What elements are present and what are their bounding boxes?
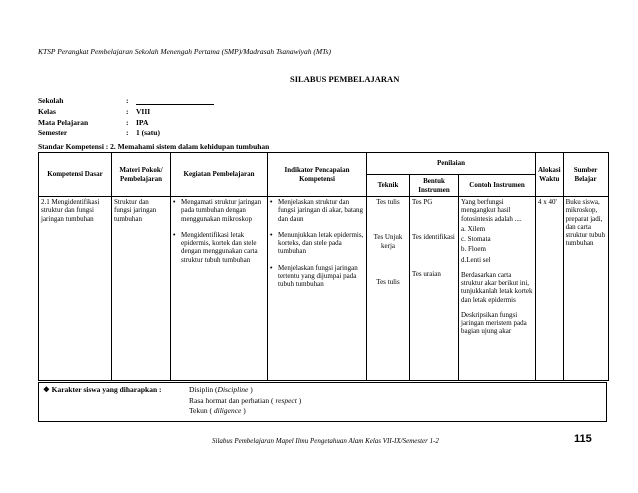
contoh-question-1: Yang berfungsi mengangkut hasil fotosintesis adalah .... — [461, 198, 522, 223]
karakter-text: Tekun ( — [189, 406, 213, 415]
info-value: IPA — [136, 117, 149, 127]
cell-teknik — [367, 197, 410, 381]
kegiatan-item: • Mengamati struktur jaringan pada tumbuhan dengan menggunakan mikroskop — [173, 198, 265, 223]
bentuk-item: Tes PG — [412, 198, 433, 206]
contoh-option: d.Lenti sel — [461, 255, 491, 264]
kegiatan-item: • Mengidentifikasi letak epidermis, kortek dan stele dengan menggunakan carta struktur tubuh tumbuhan — [173, 231, 265, 264]
header-alokasi: Alokasi Waktu — [536, 153, 564, 197]
header-kompetensi-dasar: Kompetensi Dasar — [39, 153, 112, 197]
info-value: VIII — [136, 106, 151, 116]
running-header: KTSP Perangkat Pembelajaran Sekolah Menengah Pertama (SMP)/Madrasah Tsanawiyah (MTs) — [38, 47, 332, 56]
running-footer: Silabus Pembelajaran Mapel Ilmu Pengetahuan Alam Kelas VII-IX/Semester 1-2 — [212, 437, 439, 445]
cell-sumber: Buku siswa, mikroskop, preparat jadi, dan carta struktur tubuh tumbuhan — [563, 197, 608, 381]
teknik-item: Tes tulis — [376, 277, 400, 286]
indikator-item: • Menjelaskan struktur dan fungsi jaringan di akar, batang dan daun — [270, 198, 364, 223]
karakter-end: ) — [243, 406, 246, 415]
table-row — [39, 197, 609, 381]
karakter-label-text: Karakter siswa yang diharapkan : — [51, 385, 162, 394]
header-sumber: Sumber Belajar — [563, 153, 608, 197]
indikator-item: • Menunjukkan letak epidermis, korteks, dan stele pada tumbuhan — [270, 231, 364, 256]
info-label: Semester — [38, 128, 68, 138]
karakter-term: Discipline — [217, 385, 249, 394]
karakter-item — [189, 406, 301, 417]
cell-indikator — [268, 197, 367, 381]
karakter-label — [43, 385, 162, 394]
contoh-option: c. Stomata — [461, 235, 491, 243]
info-label: Sekolah — [38, 96, 64, 105]
karakter-term: respect — [275, 395, 297, 405]
info-colon: : — [126, 117, 129, 127]
info-row-kelas — [38, 107, 256, 118]
header-materi: Materi Pokok/ Pembelajaran — [112, 153, 171, 197]
teknik-item: Tes tulis — [376, 198, 400, 206]
page-title: SILABUS PEMBELAJARAN — [290, 74, 400, 84]
info-value-blank — [136, 96, 256, 107]
info-label: Mata Pelajaran — [38, 117, 89, 127]
info-row-sekolah — [38, 96, 256, 107]
contoh-question-2: Berdasarkan carta struktur akar berikut ini, tunjukkanlah letak kortek dan letak epidermis — [461, 270, 533, 304]
karakter-item — [189, 396, 301, 407]
cell-contoh — [459, 197, 536, 381]
contoh-option: b. Floem — [461, 245, 486, 254]
karakter-term: diligence — [213, 406, 242, 415]
indikator-item: • Menjelaskan fungsi jaringan tertentu yang dijumpai pada tubuh tumbuhan — [270, 264, 364, 289]
page-number: 115 — [574, 433, 592, 445]
cell-kegiatan — [171, 197, 268, 381]
header-bentuk: Bentuk Instrumen — [410, 175, 459, 197]
cell-bentuk — [410, 197, 459, 381]
karakter-end: ) — [250, 385, 253, 394]
info-row-mapel — [38, 118, 256, 129]
blank-line — [136, 96, 214, 105]
karakter-box — [38, 382, 607, 422]
header-contoh: Contoh Instrumen — [459, 175, 536, 197]
info-colon: : — [126, 96, 129, 105]
info-colon: : — [126, 128, 129, 138]
header-penilaian: Penilaian — [367, 153, 536, 175]
syllabus-table — [38, 152, 609, 381]
teknik-item: Tes Unjuk kerja — [373, 233, 403, 250]
karakter-text: Disiplin ( — [189, 385, 218, 394]
contoh-question-3: Deskripsikan fungsi jaringan meristem pada bagian ujung akar — [461, 310, 527, 336]
bentuk-item: Tes identifikasi — [412, 233, 455, 242]
identity-block — [38, 96, 256, 139]
cell-alokasi: 4 x 40' — [536, 197, 564, 381]
karakter-values — [189, 385, 301, 417]
cell-kompetensi-dasar: 2.1 Mengidentifikasi struktur dan fungsi jaringan tumbuhan — [39, 197, 112, 381]
info-row-semester — [38, 128, 256, 139]
karakter-item — [189, 385, 301, 396]
header-indikator: Indikator Pencapaian Kompetensi — [268, 153, 367, 197]
cell-materi: Struktur dan fungsi jaringan tumbuhan — [112, 197, 171, 381]
info-label: Kelas — [38, 106, 56, 116]
info-value: 1 (satu) — [136, 128, 160, 138]
contoh-option: a. Xilem — [461, 224, 486, 233]
karakter-end: ) — [298, 395, 302, 405]
standar-kompetensi: Standar Kompetensi : 2. Memahami sistem dalam kehidupan tumbuhan — [38, 142, 270, 151]
diamond-check-icon: ❖ — [43, 385, 50, 394]
header-teknik: Teknik — [367, 175, 410, 197]
info-colon: : — [126, 106, 129, 116]
header-kegiatan: Kegiatan Pembelajaran — [171, 153, 268, 197]
bentuk-item: Tes uraian — [412, 269, 441, 278]
karakter-text: Rasa hormat dan perhatian ( — [189, 395, 274, 405]
